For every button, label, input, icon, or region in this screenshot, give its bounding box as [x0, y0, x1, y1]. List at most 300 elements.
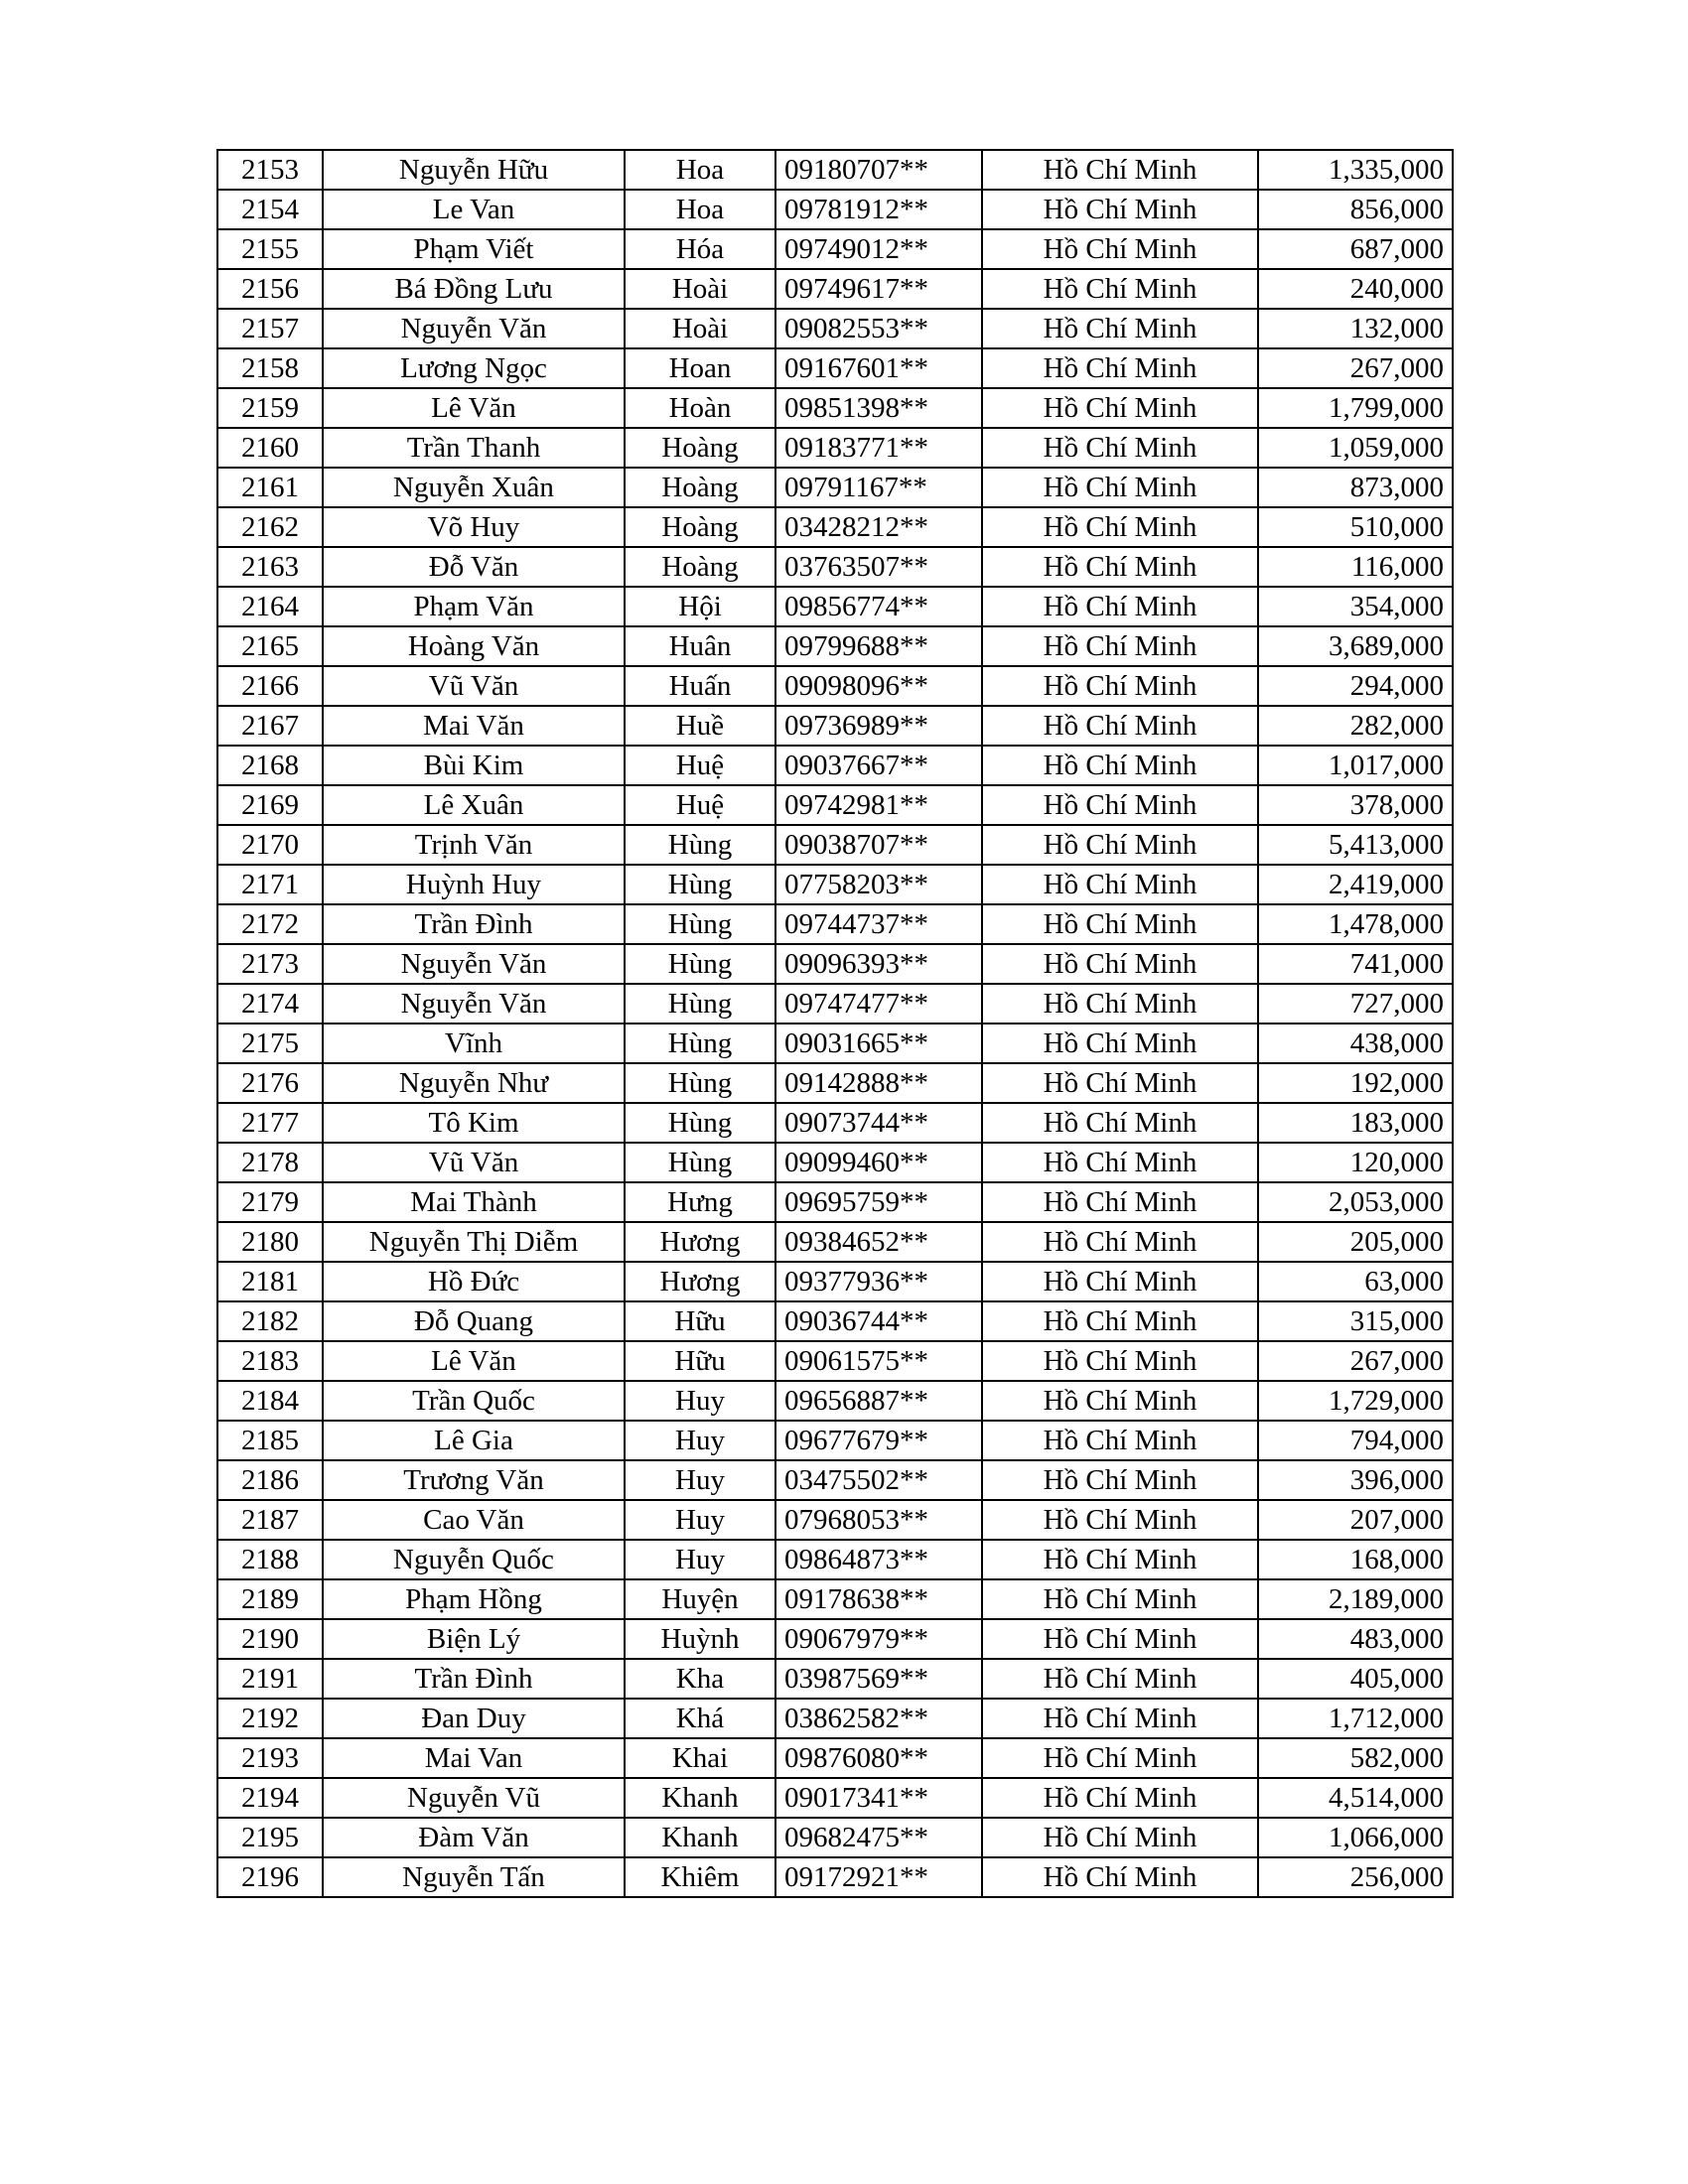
row-number-cell: 2179 [217, 1182, 323, 1222]
given-name-cell: Huy [625, 1421, 775, 1460]
amount-cell: 116,000 [1258, 547, 1453, 587]
amount-cell: 1,066,000 [1258, 1818, 1453, 1857]
surname-cell: Trần Đình [323, 904, 625, 944]
city-cell: Hồ Chí Minh [982, 587, 1258, 626]
given-name-cell: Huân [625, 626, 775, 666]
given-name-cell: Huy [625, 1540, 775, 1579]
amount-cell: 510,000 [1258, 507, 1453, 547]
given-name-cell: Hùng [625, 1063, 775, 1103]
amount-cell: 483,000 [1258, 1619, 1453, 1659]
table-row [217, 229, 1453, 269]
surname-cell: Nguyễn Xuân [323, 468, 625, 507]
surname-cell: Bá Đồng Lưu [323, 269, 625, 309]
row-number-cell: 2193 [217, 1738, 323, 1778]
given-name-cell: Huỳnh [625, 1619, 775, 1659]
city-cell: Hồ Chí Minh [982, 1579, 1258, 1619]
surname-cell: Nguyễn Hữu [323, 150, 625, 190]
row-number-cell: 2185 [217, 1421, 323, 1460]
row-number-cell: 2172 [217, 904, 323, 944]
surname-cell: Lê Xuân [323, 785, 625, 825]
row-number-cell: 2180 [217, 1222, 323, 1262]
surname-cell: Nguyễn Văn [323, 944, 625, 984]
row-number-cell: 2175 [217, 1024, 323, 1063]
amount-cell: 396,000 [1258, 1460, 1453, 1500]
surname-cell: Trần Thanh [323, 428, 625, 468]
amount-cell: 687,000 [1258, 229, 1453, 269]
city-cell: Hồ Chí Minh [982, 1103, 1258, 1143]
table-row [217, 1421, 1453, 1460]
row-number-cell: 2184 [217, 1381, 323, 1421]
amount-cell: 582,000 [1258, 1738, 1453, 1778]
amount-cell: 63,000 [1258, 1262, 1453, 1301]
phone-cell: 09038707** [775, 825, 982, 865]
row-number-cell: 2192 [217, 1699, 323, 1738]
surname-cell: Lê Văn [323, 1341, 625, 1381]
row-number-cell: 2168 [217, 746, 323, 785]
given-name-cell: Hùng [625, 825, 775, 865]
table-row [217, 865, 1453, 904]
phone-cell: 09142888** [775, 1063, 982, 1103]
row-number-cell: 2163 [217, 547, 323, 587]
surname-cell: Nguyễn Quốc [323, 1540, 625, 1579]
row-number-cell: 2153 [217, 150, 323, 190]
city-cell: Hồ Chí Minh [982, 904, 1258, 944]
city-cell: Hồ Chí Minh [982, 229, 1258, 269]
amount-cell: 856,000 [1258, 190, 1453, 229]
surname-cell: Mai Van [323, 1738, 625, 1778]
table-row [217, 666, 1453, 706]
city-cell: Hồ Chí Minh [982, 944, 1258, 984]
amount-cell: 1,059,000 [1258, 428, 1453, 468]
city-cell: Hồ Chí Minh [982, 468, 1258, 507]
phone-cell: 09073744** [775, 1103, 982, 1143]
phone-cell: 09747477** [775, 984, 982, 1024]
surname-cell: Huỳnh Huy [323, 865, 625, 904]
surname-cell: Đan Duy [323, 1699, 625, 1738]
phone-cell: 09031665** [775, 1024, 982, 1063]
given-name-cell: Hùng [625, 944, 775, 984]
given-name-cell: Hùng [625, 904, 775, 944]
city-cell: Hồ Chí Minh [982, 1738, 1258, 1778]
city-cell: Hồ Chí Minh [982, 865, 1258, 904]
amount-cell: 727,000 [1258, 984, 1453, 1024]
table-row [217, 1143, 1453, 1182]
amount-cell: 2,053,000 [1258, 1182, 1453, 1222]
phone-cell: 07758203** [775, 865, 982, 904]
phone-cell: 09099460** [775, 1143, 982, 1182]
row-number-cell: 2154 [217, 190, 323, 229]
phone-cell: 09017341** [775, 1778, 982, 1818]
city-cell: Hồ Chí Minh [982, 1381, 1258, 1421]
table-row [217, 706, 1453, 746]
phone-cell: 09864873** [775, 1540, 982, 1579]
table-row [217, 746, 1453, 785]
given-name-cell: Hóa [625, 229, 775, 269]
surname-cell: Phạm Viết [323, 229, 625, 269]
row-number-cell: 2165 [217, 626, 323, 666]
given-name-cell: Khá [625, 1699, 775, 1738]
city-cell: Hồ Chí Minh [982, 1262, 1258, 1301]
row-number-cell: 2186 [217, 1460, 323, 1500]
city-cell: Hồ Chí Minh [982, 309, 1258, 348]
city-cell: Hồ Chí Minh [982, 388, 1258, 428]
table-row [217, 587, 1453, 626]
row-number-cell: 2159 [217, 388, 323, 428]
amount-cell: 438,000 [1258, 1024, 1453, 1063]
amount-cell: 1,799,000 [1258, 388, 1453, 428]
given-name-cell: Hùng [625, 1143, 775, 1182]
surname-cell: Phạm Hồng [323, 1579, 625, 1619]
table-row [217, 1063, 1453, 1103]
row-number-cell: 2191 [217, 1659, 323, 1699]
phone-cell: 09851398** [775, 388, 982, 428]
amount-cell: 1,712,000 [1258, 1699, 1453, 1738]
table-row [217, 1381, 1453, 1421]
city-cell: Hồ Chí Minh [982, 1659, 1258, 1699]
row-number-cell: 2176 [217, 1063, 323, 1103]
given-name-cell: Huy [625, 1460, 775, 1500]
phone-cell: 09167601** [775, 348, 982, 388]
row-number-cell: 2171 [217, 865, 323, 904]
given-name-cell: Hoan [625, 348, 775, 388]
city-cell: Hồ Chí Minh [982, 1301, 1258, 1341]
city-cell: Hồ Chí Minh [982, 348, 1258, 388]
row-number-cell: 2160 [217, 428, 323, 468]
row-number-cell: 2183 [217, 1341, 323, 1381]
city-cell: Hồ Chí Minh [982, 1421, 1258, 1460]
surname-cell: Lê Văn [323, 388, 625, 428]
table-row [217, 190, 1453, 229]
given-name-cell: Khiêm [625, 1857, 775, 1897]
row-number-cell: 2174 [217, 984, 323, 1024]
amount-cell: 354,000 [1258, 587, 1453, 626]
table-row [217, 1659, 1453, 1699]
phone-cell: 09183771** [775, 428, 982, 468]
given-name-cell: Hội [625, 587, 775, 626]
table-body [217, 150, 1453, 1897]
given-name-cell: Kha [625, 1659, 775, 1699]
amount-cell: 873,000 [1258, 468, 1453, 507]
amount-cell: 282,000 [1258, 706, 1453, 746]
city-cell: Hồ Chí Minh [982, 150, 1258, 190]
row-number-cell: 2156 [217, 269, 323, 309]
phone-cell: 09736989** [775, 706, 982, 746]
surname-cell: Trần Quốc [323, 1381, 625, 1421]
amount-cell: 207,000 [1258, 1500, 1453, 1540]
amount-cell: 120,000 [1258, 1143, 1453, 1182]
given-name-cell: Hữu [625, 1341, 775, 1381]
given-name-cell: Huấn [625, 666, 775, 706]
given-name-cell: Khai [625, 1738, 775, 1778]
amount-cell: 267,000 [1258, 348, 1453, 388]
city-cell: Hồ Chí Minh [982, 269, 1258, 309]
phone-cell: 09876080** [775, 1738, 982, 1778]
surname-cell: Nguyễn Văn [323, 984, 625, 1024]
table-row [217, 309, 1453, 348]
given-name-cell: Hưng [625, 1182, 775, 1222]
city-cell: Hồ Chí Minh [982, 825, 1258, 865]
amount-cell: 168,000 [1258, 1540, 1453, 1579]
phone-cell: 03987569** [775, 1659, 982, 1699]
given-name-cell: Huệ [625, 785, 775, 825]
row-number-cell: 2173 [217, 944, 323, 984]
surname-cell: Hoàng Văn [323, 626, 625, 666]
table-row [217, 507, 1453, 547]
phone-cell: 03862582** [775, 1699, 982, 1738]
table-row [217, 1460, 1453, 1500]
phone-cell: 09082553** [775, 309, 982, 348]
city-cell: Hồ Chí Minh [982, 428, 1258, 468]
city-cell: Hồ Chí Minh [982, 190, 1258, 229]
row-number-cell: 2170 [217, 825, 323, 865]
table-row [217, 785, 1453, 825]
amount-cell: 2,419,000 [1258, 865, 1453, 904]
given-name-cell: Huy [625, 1500, 775, 1540]
row-number-cell: 2157 [217, 309, 323, 348]
given-name-cell: Khanh [625, 1818, 775, 1857]
surname-cell: Đàm Văn [323, 1818, 625, 1857]
phone-cell: 09036744** [775, 1301, 982, 1341]
row-number-cell: 2194 [217, 1778, 323, 1818]
phone-cell: 09384652** [775, 1222, 982, 1262]
city-cell: Hồ Chí Minh [982, 626, 1258, 666]
amount-cell: 205,000 [1258, 1222, 1453, 1262]
phone-cell: 09172921** [775, 1857, 982, 1897]
table-row [217, 1778, 1453, 1818]
phone-cell: 09856774** [775, 587, 982, 626]
surname-cell: Trương Văn [323, 1460, 625, 1500]
given-name-cell: Hữu [625, 1301, 775, 1341]
surname-cell: Nguyễn Tấn [323, 1857, 625, 1897]
table-row [217, 1500, 1453, 1540]
surname-cell: Biện Lý [323, 1619, 625, 1659]
given-name-cell: Hương [625, 1262, 775, 1301]
phone-cell: 07968053** [775, 1500, 982, 1540]
row-number-cell: 2161 [217, 468, 323, 507]
given-name-cell: Hoàng [625, 468, 775, 507]
row-number-cell: 2178 [217, 1143, 323, 1182]
given-name-cell: Hoàng [625, 428, 775, 468]
city-cell: Hồ Chí Minh [982, 1540, 1258, 1579]
surname-cell: Tô Kim [323, 1103, 625, 1143]
given-name-cell: Hoàn [625, 388, 775, 428]
city-cell: Hồ Chí Minh [982, 1699, 1258, 1738]
phone-cell: 09061575** [775, 1341, 982, 1381]
surname-cell: Vĩnh [323, 1024, 625, 1063]
row-number-cell: 2187 [217, 1500, 323, 1540]
row-number-cell: 2196 [217, 1857, 323, 1897]
amount-cell: 240,000 [1258, 269, 1453, 309]
city-cell: Hồ Chí Minh [982, 706, 1258, 746]
phone-cell: 09180707** [775, 150, 982, 190]
table-row [217, 1540, 1453, 1579]
table-row [217, 547, 1453, 587]
city-cell: Hồ Chí Minh [982, 1182, 1258, 1222]
row-number-cell: 2195 [217, 1818, 323, 1857]
phone-cell: 03763507** [775, 547, 982, 587]
city-cell: Hồ Chí Minh [982, 1063, 1258, 1103]
given-name-cell: Khanh [625, 1778, 775, 1818]
table-row [217, 1579, 1453, 1619]
city-cell: Hồ Chí Minh [982, 984, 1258, 1024]
amount-cell: 256,000 [1258, 1857, 1453, 1897]
city-cell: Hồ Chí Minh [982, 1619, 1258, 1659]
table-row [217, 1738, 1453, 1778]
phone-cell: 03428212** [775, 507, 982, 547]
table-row [217, 1262, 1453, 1301]
table-row [217, 428, 1453, 468]
given-name-cell: Hoàng [625, 507, 775, 547]
phone-cell: 09178638** [775, 1579, 982, 1619]
row-number-cell: 2177 [217, 1103, 323, 1143]
row-number-cell: 2181 [217, 1262, 323, 1301]
amount-cell: 1,017,000 [1258, 746, 1453, 785]
table-row [217, 1341, 1453, 1381]
surname-cell: Trịnh Văn [323, 825, 625, 865]
surname-cell: Phạm Văn [323, 587, 625, 626]
surname-cell: Mai Văn [323, 706, 625, 746]
table-row [217, 626, 1453, 666]
row-number-cell: 2158 [217, 348, 323, 388]
phone-cell: 09791167** [775, 468, 982, 507]
row-number-cell: 2169 [217, 785, 323, 825]
phone-cell: 09799688** [775, 626, 982, 666]
row-number-cell: 2164 [217, 587, 323, 626]
surname-cell: Đỗ Văn [323, 547, 625, 587]
table-row [217, 468, 1453, 507]
city-cell: Hồ Chí Minh [982, 507, 1258, 547]
amount-cell: 294,000 [1258, 666, 1453, 706]
surname-cell: Nguyễn Thị Diễm [323, 1222, 625, 1262]
amount-cell: 267,000 [1258, 1341, 1453, 1381]
surname-cell: Nguyễn Như [323, 1063, 625, 1103]
phone-cell: 09781912** [775, 190, 982, 229]
records-table [216, 149, 1454, 1898]
surname-cell: Lương Ngọc [323, 348, 625, 388]
amount-cell: 405,000 [1258, 1659, 1453, 1699]
city-cell: Hồ Chí Minh [982, 1460, 1258, 1500]
amount-cell: 1,478,000 [1258, 904, 1453, 944]
phone-cell: 03475502** [775, 1460, 982, 1500]
surname-cell: Trần Đình [323, 1659, 625, 1699]
city-cell: Hồ Chí Minh [982, 1143, 1258, 1182]
phone-cell: 09682475** [775, 1818, 982, 1857]
phone-cell: 09742981** [775, 785, 982, 825]
table-row [217, 904, 1453, 944]
table-row [217, 150, 1453, 190]
amount-cell: 1,335,000 [1258, 150, 1453, 190]
surname-cell: Bùi Kim [323, 746, 625, 785]
given-name-cell: Hùng [625, 984, 775, 1024]
table-row [217, 1699, 1453, 1738]
amount-cell: 1,729,000 [1258, 1381, 1453, 1421]
given-name-cell: Huệ [625, 746, 775, 785]
amount-cell: 741,000 [1258, 944, 1453, 984]
surname-cell: Đỗ Quang [323, 1301, 625, 1341]
surname-cell: Vũ Văn [323, 666, 625, 706]
table-row [217, 388, 1453, 428]
table-row [217, 1301, 1453, 1341]
table-row [217, 1619, 1453, 1659]
phone-cell: 09098096** [775, 666, 982, 706]
table-row [217, 1818, 1453, 1857]
row-number-cell: 2189 [217, 1579, 323, 1619]
city-cell: Hồ Chí Minh [982, 1222, 1258, 1262]
given-name-cell: Hoài [625, 309, 775, 348]
given-name-cell: Hoài [625, 269, 775, 309]
phone-cell: 09096393** [775, 944, 982, 984]
amount-cell: 3,689,000 [1258, 626, 1453, 666]
given-name-cell: Huy [625, 1381, 775, 1421]
city-cell: Hồ Chí Minh [982, 1857, 1258, 1897]
surname-cell: Hồ Đức [323, 1262, 625, 1301]
surname-cell: Nguyễn Văn [323, 309, 625, 348]
row-number-cell: 2190 [217, 1619, 323, 1659]
phone-cell: 09656887** [775, 1381, 982, 1421]
phone-cell: 09744737** [775, 904, 982, 944]
phone-cell: 09677679** [775, 1421, 982, 1460]
surname-cell: Mai Thành [323, 1182, 625, 1222]
city-cell: Hồ Chí Minh [982, 746, 1258, 785]
row-number-cell: 2188 [217, 1540, 323, 1579]
amount-cell: 2,189,000 [1258, 1579, 1453, 1619]
given-name-cell: Hoàng [625, 547, 775, 587]
surname-cell: Cao Văn [323, 1500, 625, 1540]
amount-cell: 794,000 [1258, 1421, 1453, 1460]
city-cell: Hồ Chí Minh [982, 547, 1258, 587]
given-name-cell: Hương [625, 1222, 775, 1262]
surname-cell: Lê Gia [323, 1421, 625, 1460]
surname-cell: Vũ Văn [323, 1143, 625, 1182]
amount-cell: 4,514,000 [1258, 1778, 1453, 1818]
row-number-cell: 2182 [217, 1301, 323, 1341]
given-name-cell: Hùng [625, 865, 775, 904]
phone-cell: 09067979** [775, 1619, 982, 1659]
given-name-cell: Hoa [625, 150, 775, 190]
amount-cell: 183,000 [1258, 1103, 1453, 1143]
phone-cell: 09749012** [775, 229, 982, 269]
surname-cell: Nguyễn Vũ [323, 1778, 625, 1818]
table-row [217, 1182, 1453, 1222]
city-cell: Hồ Chí Minh [982, 1341, 1258, 1381]
given-name-cell: Hoa [625, 190, 775, 229]
phone-cell: 09695759** [775, 1182, 982, 1222]
phone-cell: 09749617** [775, 269, 982, 309]
surname-cell: Võ Huy [323, 507, 625, 547]
table-row [217, 269, 1453, 309]
table-row [217, 984, 1453, 1024]
given-name-cell: Huyện [625, 1579, 775, 1619]
city-cell: Hồ Chí Minh [982, 1500, 1258, 1540]
given-name-cell: Hùng [625, 1103, 775, 1143]
table-row [217, 1024, 1453, 1063]
table-row [217, 944, 1453, 984]
phone-cell: 09377936** [775, 1262, 982, 1301]
row-number-cell: 2162 [217, 507, 323, 547]
amount-cell: 378,000 [1258, 785, 1453, 825]
city-cell: Hồ Chí Minh [982, 1024, 1258, 1063]
city-cell: Hồ Chí Minh [982, 1778, 1258, 1818]
city-cell: Hồ Chí Minh [982, 666, 1258, 706]
amount-cell: 192,000 [1258, 1063, 1453, 1103]
table-row [217, 348, 1453, 388]
amount-cell: 132,000 [1258, 309, 1453, 348]
city-cell: Hồ Chí Minh [982, 1818, 1258, 1857]
given-name-cell: Huề [625, 706, 775, 746]
given-name-cell: Hùng [625, 1024, 775, 1063]
row-number-cell: 2155 [217, 229, 323, 269]
table-row [217, 1222, 1453, 1262]
